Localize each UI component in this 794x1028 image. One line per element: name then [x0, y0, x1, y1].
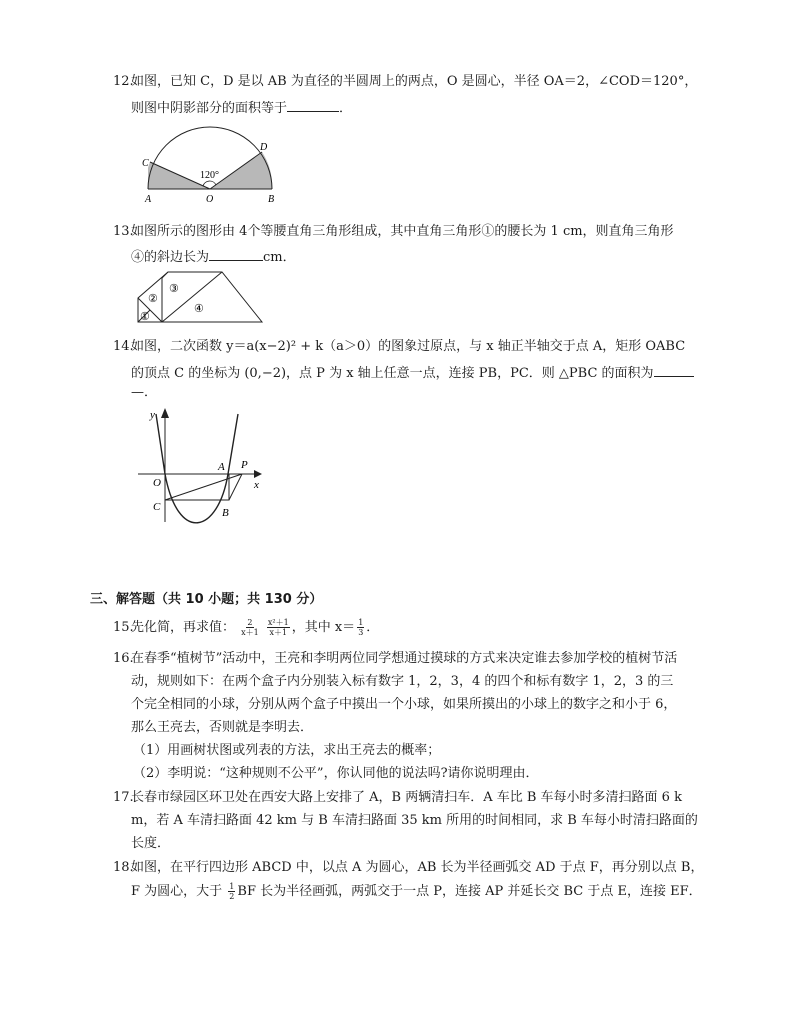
- q14-label-x: x: [254, 479, 259, 491]
- q15-frac2-den: x＋1: [269, 628, 288, 637]
- q14-x-arrow: [254, 470, 262, 478]
- q16-number: 16.: [113, 651, 134, 666]
- q15-frac2: [267, 618, 290, 637]
- q15-frac3: [357, 618, 364, 637]
- q17-number: 17.: [113, 790, 134, 805]
- q12-number: 12.: [113, 74, 134, 89]
- q15-frac1-den: x＋1: [241, 628, 259, 637]
- q12-angle-arc: [203, 181, 216, 186]
- q12-label-c: C: [142, 158, 149, 169]
- q14-label-y: y: [150, 409, 155, 421]
- q12-line2: 则图中阴影部分的面积等于: [131, 101, 288, 116]
- q13-label-1: ①: [140, 311, 150, 323]
- q14-label-p: P: [241, 459, 248, 471]
- q12-label-o: O: [206, 194, 214, 205]
- q12-figure: [140, 128, 280, 208]
- q13-figure: [136, 270, 266, 326]
- q14-answer-blank[interactable]: [654, 364, 694, 377]
- q18-half-num: 1: [229, 882, 235, 891]
- q18-number: 18.: [113, 860, 134, 875]
- q15-mid: ，其中 x＝: [291, 620, 356, 635]
- q13-label-4: ④: [194, 303, 204, 315]
- q12-label-d: D: [260, 142, 268, 153]
- q13-edge6: [162, 272, 168, 278]
- q14-text-line3: [131, 385, 157, 401]
- q13-label-3: ③: [169, 283, 179, 295]
- q14-figure: [138, 404, 268, 524]
- q13-text-line1: 如图所示的图形由 4个等腰直角三角形组成，其中直角三角形①的腰长为 1 cm，则直角三角形: [131, 224, 674, 239]
- q12-label-b: B: [268, 194, 275, 205]
- q18-line1: 如图，在平行四边形 ABCD 中，以点 A 为圆心，AB 长为半径画弧交 AD 于点 F，再分别以点 B，: [131, 860, 704, 875]
- q18-line2-b: BF 长为半径画弧，两弧交于一点 P，连接 AP 并延长交 BC 于点 E，连接 EF．: [237, 884, 702, 899]
- q17-line3: 长度．: [131, 836, 171, 851]
- q12-text-line2: [131, 99, 352, 117]
- q12-label-a: A: [145, 194, 152, 205]
- q16-line1: 在春季“植树节”活动中，王亮和李明两位同学想通过摸球的方式来决定谁去参加学校的植树节活: [131, 651, 678, 666]
- q16-line2: 动，规则如下：在两个盒子内分别装入标有数字 1，2，3，4 的四个和标有数字 1，2，3 的三: [131, 674, 674, 689]
- q12-answer-blank[interactable]: [287, 99, 339, 112]
- q18-line2-a: F 为圆心，大于: [131, 884, 223, 899]
- q14-line2: 的顶点 C 的坐标为 (0,−2)，点 P 为 x 轴上任意一点，连接 PB，PC．则 △PBC 的面积为: [131, 366, 654, 381]
- q14-line3-tail: ．: [144, 385, 158, 400]
- section-title: 三、解答题（共 10 小题；共 130 分）: [90, 592, 323, 607]
- q14-number: 14.: [113, 339, 134, 354]
- q16-line3: 个完全相同的小球，分别从两个盒子中摸出一个小球，如果所摸出的小球上的数字之和小于 6，: [131, 697, 677, 712]
- q13-text-line2: [131, 248, 296, 266]
- q16-sub2: （2）李明说：“这种规则不公平”，你认同他的说法吗?请你说明理由．: [133, 766, 539, 781]
- q12-text-line1: 如图，已知 C，D 是以 AB 为直径的半圆周上的两点，O 是圆心，半径 OA＝2，∠COD＝120°，: [131, 74, 698, 89]
- q15-frac1: [241, 618, 259, 637]
- q14-label-a: A: [218, 461, 225, 473]
- q14-line3-blank: —: [131, 385, 144, 400]
- q13-number: 13.: [113, 224, 134, 239]
- q15-tail: ．: [366, 620, 380, 635]
- q16-line4: 那么王亮去，否则就是李明去．: [131, 720, 314, 735]
- q13-edge5: [162, 272, 222, 322]
- q13-answer-blank[interactable]: [209, 248, 263, 261]
- q14-label-b: B: [222, 507, 229, 519]
- q15-frac2-num: x²＋1: [267, 618, 289, 627]
- q15-frac3-num: 1: [358, 618, 364, 627]
- q15-prefix: 先化简，再求值：: [131, 620, 236, 635]
- q14-label-o: O: [153, 477, 161, 489]
- q13-line2: ④的斜边长为: [131, 250, 210, 265]
- q15-text: [131, 616, 379, 640]
- q17-line2: m，若 A 车清扫路面 42 km 与 B 车清扫路面 35 km 所用的时间相同，求 B 车每小时清扫路面的: [131, 813, 698, 828]
- q14-text-line1: 如图，二次函数 y＝a(x−2)² + k（a＞0）的图象过原点，与 x 轴正半轴交于点 A，矩形 OABC: [131, 339, 686, 354]
- q13-tail: cm．: [263, 250, 296, 265]
- q13-label-2: ②: [148, 293, 158, 305]
- q18-half-frac: [228, 882, 235, 901]
- q14-rectangle: [165, 474, 229, 500]
- q16-sub1: （1）用画树状图或列表的方法，求出王亮去的概率；: [133, 743, 441, 758]
- q14-label-c: C: [153, 501, 161, 513]
- q14-y-arrow: [161, 408, 169, 418]
- q15-frac1-num: 2: [247, 618, 253, 627]
- q15-number: 15.: [113, 620, 134, 635]
- q15-frac3-den: 3: [358, 628, 364, 637]
- q17-line1: 长春市绿园区环卫处在西安大路上安排了 A，B 两辆清扫车．A 车比 B 车每小时多清扫路面 6 k: [131, 790, 682, 805]
- q12-angle-label: 120°: [200, 170, 219, 181]
- q13-edge3: [150, 310, 162, 322]
- q12-tail: ．: [339, 101, 353, 116]
- q18-line2: [131, 880, 702, 904]
- q18-half-den: 2: [229, 892, 235, 901]
- q14-text-line2: [131, 364, 694, 382]
- q12-shade-right: [210, 152, 272, 189]
